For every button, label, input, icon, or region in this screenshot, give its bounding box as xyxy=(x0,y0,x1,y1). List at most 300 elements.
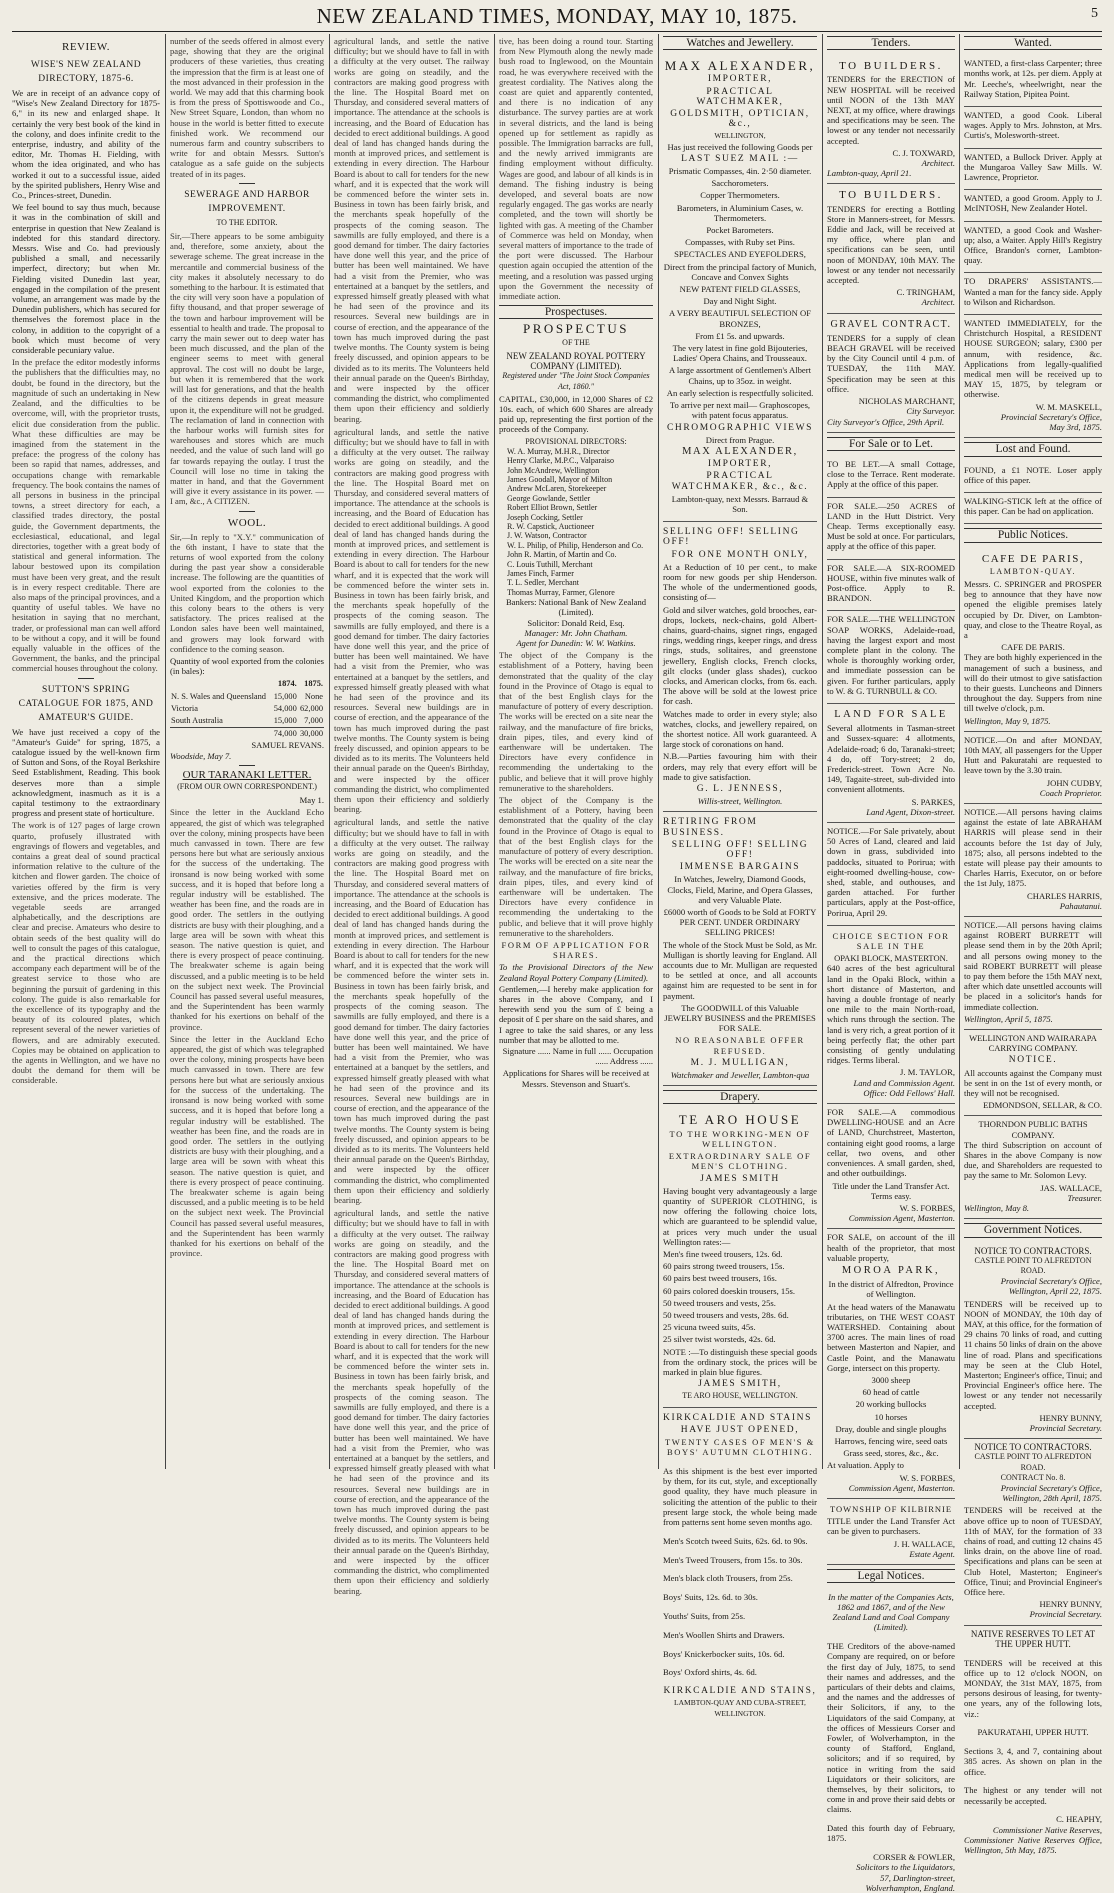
list-item: Men's Woollen Shirts and Drawers. xyxy=(663,1629,785,1640)
table-cell: 7,000 xyxy=(304,715,323,725)
ad-role: Land and Commission Agent. xyxy=(853,1077,955,1088)
list-item: 25 silver twist worsteds, 42s. 6d. xyxy=(663,1334,776,1345)
sutton-paragraph: We have just received a copy of the "Amateur's Guide" for spring, 1875, a catalogue issued by the well-known firm of Sutton and Sons, of the Royal Berkshire Seed Establishment, Reading. This book deserves more than a simple acknowledgment, inasmuch as it is a capital testimony to the extraordinary progress and present state of horticulture. xyxy=(12,726,160,819)
wool-table-caption: Quantity of wool exported from the colonies (in bales): xyxy=(170,655,324,677)
ad-signature: G. L. JENNESS, xyxy=(696,784,784,794)
kirkcaldie-ad xyxy=(663,1408,817,1719)
ad-subheading: EXTRAORDINARY SALE OF MEN'S CLOTHING. xyxy=(668,1151,812,1172)
taranaki-continued: agricultural lands, and settle the native difficulty; but we should have to fall in with a difficulty at the very outset. The railway works are going on steadily, and the contractors are making good progress with the line. The Hospital Board met on Thursday, and considered several matters of importance. The attendance at the schools is increasing, and the Board of Education has decided to erect additional buildings. A good deal of land has changed hands during the month at improved prices, and settlement is extending in every direction. The Harbour Board is about to call for tenders for the new wharf, and it is expected that the work will be commenced before the winter sets in. Business in town has been fairly brisk, and the merchants speak hopefully of the prospects of the coming season. The sawmills are fully employed, and there is a good demand for timber. The dairy factories have done well this year, and the price of butter has been well maintained. We have had a visit from the Premier, who was entertained at a banquet by the settlers, and expressed himself greatly pleased with what he had seen of the province and its resources. Several new buildings are in course of erection, and the appearance of the town has much improved during the past twelve months. The County system is being freely discussed, and opinion appears to be divided as to its merits. The Volunteers held their annual parade on the Queen's Birthday, and were inspected by the officer commanding the district, who complimented them upon their efficiency and soldierly bearing. xyxy=(334,36,489,424)
jenness-ad xyxy=(663,522,817,812)
taranaki-heading: OUR TARANAKI LETTER. xyxy=(182,768,312,781)
form-to: To the Provisional Directors of the New Zealand Royal Pottery Company (Limited). xyxy=(499,962,653,983)
gov-notice-native-reserves xyxy=(964,1626,1102,1856)
ad-heading: KIRKCALDIE AND STAINS xyxy=(663,1412,812,1423)
ad-body: NOTICE.—On and after MONDAY, 10th MAY, all passengers for the Upper Hutt and Pakuratahi are requested to leave town by the 3.30 train. xyxy=(964,734,1102,776)
ad-date: Dated this fourth day of February, 1875. xyxy=(827,1823,955,1844)
ad-signature: JAS. WALLACE, xyxy=(1040,1182,1102,1193)
ad-note: Title under the Land Transfer Act. Terms easy. xyxy=(832,1180,950,1201)
ad-trade: PRACTICAL WATCHMAKER, xyxy=(696,86,784,107)
ad-signature: HENRY BUNNY, xyxy=(1039,1599,1102,1610)
ad-location: In the district of Alfredton, Province of Wellington. xyxy=(828,1279,954,1300)
ad-signature: CORSER & FOWLER, xyxy=(873,1852,955,1863)
ad-body: The whole of the Stock Must be Sold, as Mr. Mulligan is shortly leaving for England. All accounts due to Mr. Mulligan are requested to be settled at once, and all accounts against him are requested to be sent in for payment. xyxy=(663,939,817,1001)
page-number: 5 xyxy=(1091,6,1098,21)
ad-body: All accounts against the Company must be sent in on the 1st of every month, or they will not be recognised. xyxy=(964,1067,1102,1099)
ad-office: Provincial Secretary's Office, Wellington, 28th April, 1875. xyxy=(1000,1482,1102,1504)
ad-name: CAFE DE PARIS. xyxy=(1001,642,1065,653)
wanted-groom xyxy=(964,190,1102,221)
ad-note: Watches made to order in every style; also watches, clocks, and jewellery repaired, on the shortest notice. All work guaranteed. A large stock of coronations on hand. xyxy=(663,708,817,750)
newspaper-title: NEW ZEALAND TIMES, MONDAY, MAY 10, 1875. xyxy=(316,4,798,28)
list-item: Men's Tweed Trousers, from 15s. to 30s. xyxy=(663,1554,803,1565)
ad-body: At the head waters of the Manawatu tributaries, on THE WEST COAST WATERSHED. Containing about 3700 acres. The main lines of road between Masterton and Napier, and Castle Point, and the Manawatu Gorge, intersect on this property. xyxy=(827,1301,955,1373)
ad-body: TO DRAPERS' ASSISTANTS.—Wanted a man for the fancy side. Apply to Wilson and Richardson. xyxy=(964,276,1102,307)
sale-masterton-house xyxy=(827,1104,955,1229)
section-header-legal: Legal Notices. xyxy=(827,1569,955,1583)
ad-body: They are both highly experienced in the management of such a business, and will do their utmost to give satisfaction to their guests. Luncheons and Dinners throughout the day. Suppers from nine till twelve o'clock, p.m. xyxy=(964,652,1102,714)
wool-table-header: 1874. xyxy=(277,679,297,689)
ad-heading: NOTICE TO CONTRACTORS. xyxy=(974,1442,1092,1453)
ad-signature: C. J. TOXWARD, xyxy=(892,147,955,158)
ad-chromo: CHROMOGRAPHIC VIEWS xyxy=(666,422,814,433)
sale-land-allotments xyxy=(827,704,955,823)
ad-name: MAX ALEXANDER, xyxy=(664,58,816,74)
wool-signature: SAMUEL REVANS. xyxy=(251,740,324,751)
list-item: Andrew McLaren, Storekeeper xyxy=(507,484,607,494)
ad-date: Wellington, May 9, 1875. xyxy=(964,715,1051,726)
ad-heading: TE ARO HOUSE xyxy=(678,1112,802,1128)
review-paragraph: In the preface the editor modestly informs the publishers that the difficulties may, no doubt, be found in the directory, but the magnitude of such an undertaking in New Zealand, and the difficulties to be overcome, will, with the proprietor trusts, elicit due consideration from the public. What these difficulties are may be imagined from the statement in the preface: the progress of the colony has been so rapid that names, addresses, and occupations change with remarkable frequency. The book contains the names of all persons in business in the principal towns, a street directory for each, a classified trades directory, the postal guide, the Government departments, the ecclesiastical, educational, and legal directories, together with a great body of statistical and general information. The labour bestowed upon its compilation must have been very great, and the result is in every respect creditable. There are also maps of the principal provinces, and a quantity of useful tables. We have no hesitation in saying that no merchant, trader, or professional man can well afford to be without a copy, and it will be found equally valuable in the offices of the Government, the banks, and the principal commercial houses throughout the colony. xyxy=(12,357,160,674)
taranaki-continued: agricultural lands, and settle the native difficulty; but we should have to fall in with a difficulty at the very outset. The railway works are going on steadily, and the contractors are making good progress with the line. The Hospital Board met on Thursday, and considered several matters of importance. The attendance at the schools is increasing, and the Board of Education has decided to erect additional buildings. A good deal of land has changed hands during the month at improved prices, and settlement is extending in every direction. The Harbour Board is about to call for tenders for the new wharf, and it is expected that the work will be commenced before the winter sets in. Business in town has been fairly brisk, and the merchants speak hopefully of the prospects of the coming season. The sawmills are fully employed, and there is a good demand for timber. The dairy factories have done well this year, and the price of butter has been well maintained. We have had a visit from the Premier, who was entertained at a banquet by the settlers, and expressed himself greatly pleased with what he had seen of the province and its resources. Several new buildings are in course of erection, and the appearance of the town has much improved during the past twelve months. The County system is being freely discussed, and opinion appears to be divided as to its merits. The Volunteers held their annual parade on the Queen's Birthday, and were inspected by the officer commanding the district, who complimented them upon their efficiency and soldierly bearing. xyxy=(334,817,489,1205)
section-header-government-notices: Government Notices. xyxy=(964,1223,1102,1237)
ad-body: NOTICE.—For Sale privately, about 50 Acres of Land, cleared and laid down in grass, subdivided into paddocks, situated to Porirua; with eight-roomed dwelling-house, cow-shed, stable, and outhouses, and garden attached. For further particulars, apply at the Post-office, Porirua, April 29. xyxy=(827,826,955,918)
ad-signature: W. S. FORBES, xyxy=(899,1472,955,1483)
wool-dateline: Woodside, May 7. xyxy=(170,750,232,761)
section-header-lost-found: Lost and Found. xyxy=(964,442,1102,456)
ad-body: Has just received the following Goods per xyxy=(667,141,813,152)
ad-role: Treasurer. xyxy=(1067,1192,1102,1203)
list-item: Boys' Oxford shirts, 4s. 6d. xyxy=(663,1667,757,1678)
ad-importer: IMPORTER, xyxy=(707,459,773,470)
form-title: FORM OF APPLICATION FOR SHARES. xyxy=(501,939,651,961)
ad-body: NOTICE.—All persons having claims against the estate of late ABRAHAM HARRIS will please send in their accounts before the 1st day of July, 1875; also, all persons indebted to the estate will please pay their amounts to Charles Harris, Executor, on or before the 1st July, 1875. xyxy=(964,806,1102,889)
masthead-rule xyxy=(12,31,1102,32)
column-2 xyxy=(170,36,324,1468)
list-item: Pocket Barometers. xyxy=(706,225,774,236)
ad-body: WANTED, a good Cook and Washer-up; also, a Waiter. Apply Hill's Registry Office, Brandon's corner, Lambton-quay. xyxy=(964,224,1102,266)
table-cell xyxy=(170,728,272,741)
ad-trade: GOLDSMITH, OPTICIAN, &c., xyxy=(670,109,810,130)
section-header-watches: Watches and Jewellery. xyxy=(663,36,817,50)
review-title: WISE'S NEW ZEALAND DIRECTORY, 1875-6. xyxy=(30,60,142,84)
ad-body: As this shipment is the best ever imported by them, for its cut, style, and exceptionally good quality, they have much pleasure in soliciting the attention of the public to their present large stock, the whole being made from patterns sent home seven months ago. xyxy=(663,1465,817,1527)
ad-role: Provincial Secretary. xyxy=(1029,1609,1102,1620)
list-item: Boys' Knickerbocker suits, 10s. 6d. xyxy=(663,1648,785,1659)
ad-note: NOTE :—To distinguish these special goods from the ordinary stock, the prices will be marked in plain blue figures. xyxy=(663,1346,817,1377)
ad-role: Provincial Secretary. xyxy=(1029,1422,1102,1433)
list-item: 60 pairs strong tweed trousers, 15s. xyxy=(663,1261,785,1272)
column-rule xyxy=(822,34,823,1469)
list-item: NEW PATENT FIELD GLASSES, xyxy=(679,284,801,295)
table-cell: 30,000 xyxy=(299,729,323,739)
ad-body: Having bought very advantageously a large quantity of SUPERIOR CLOTHING, is now offering the following choice lots, which are guaranteed to be splendid value, at prices very much under the usual Wellington rates:— xyxy=(663,1185,817,1247)
ad-office: Provincial Secretary's Office, Wellington, April 22, 1875. xyxy=(1000,1276,1102,1297)
ad-body: WANTED IMMEDIATELY, for the Christchurch Hospital, a RESIDENT HOUSE SURGEON; salary, £300 per annum, with residence, &c. Applications from legally-qualified medical men will be received up to MAY 15, 1875, by telegram or otherwise. xyxy=(964,318,1102,400)
review-paragraph: We feel bound to say thus much, because it was in the combination of skill and enterprise in question that New Zealand is indebted for this standard directory. Messrs. Wise and Co. had previously published a small, and necessarily imperfect, directory; but when Mr. Fielding visited Dunedin last year, engaged in the compilation of the present volume, an arrangement was made by the Dunedin publishers, which has secured for themselves the foremost place in the colony, in addition to the copyright of a book which must become of very considerable pecuniary value. xyxy=(12,202,160,356)
ad-body: The third Subscription on account of Shares in the above Company is now due, and Shareholders are requested to pay the same to Mr. Solomon Levy. xyxy=(964,1139,1102,1181)
list-item: Youths' Suits, from 25s. xyxy=(663,1610,746,1621)
sale-kilbirnie xyxy=(827,1499,955,1565)
ad-location: Lambton-quay, next Messrs. Barraud & Son. xyxy=(671,493,809,514)
prospectus-solicitor: Solicitor: Donald Reid, Esq. xyxy=(527,617,625,628)
sale-hutt-land xyxy=(827,498,955,560)
sewerage-heading: SEWERAGE AND HARBOR IMPROVEMENT. xyxy=(184,189,310,214)
ad-heading: WELLINGTON AND WAIRARAPA CARRYING COMPANY. xyxy=(969,1033,1097,1054)
ad-date: Wellington, May 8. xyxy=(964,1203,1030,1214)
ad-signature: NICHOLAS MARCHANT, xyxy=(858,396,955,407)
review-heading: REVIEW. xyxy=(61,41,110,53)
ad-signature: W. S. FORBES, xyxy=(899,1202,955,1213)
wool-table-header: 1875. xyxy=(304,679,323,689)
list-item: Thomas Murray, Farmer, Glenore xyxy=(507,587,615,597)
divider xyxy=(239,765,255,766)
ad-body: TENDERS will be received at this office up to 12 o'clock NOON, on MONDAY, the 31st MAY, 1875, from persons desirous of leasing, for twenty-one years, any of the following lots, viz.: xyxy=(964,1657,1102,1719)
notice-burrett xyxy=(964,917,1102,1030)
ad-heading: CHOICE SECTION FOR SALE IN THE xyxy=(832,930,950,952)
ad-name: MAX ALEXANDER, xyxy=(682,445,798,457)
ad-heading: NOTICE TO CONTRACTORS. xyxy=(974,1245,1092,1256)
notice-upper-hutt xyxy=(964,732,1102,804)
ad-note: N.B.—Parties favouring him with their orders, may rely that every effort will be made to give satisfaction. xyxy=(663,751,817,782)
list-item: Grass seed, stores, &c., &c. xyxy=(843,1448,939,1459)
prospectus-directors xyxy=(499,447,653,598)
ad-role: Solicitors to the Liquidators, xyxy=(856,1862,955,1873)
ad-address: Commissioner Native Reserves Office, Wellington, 5th May, 1875. xyxy=(964,1834,1102,1856)
ad-body: WALKING-STICK left at the office of this paper. Can be had on application. xyxy=(964,495,1102,517)
table-cell: Victoria xyxy=(171,703,198,713)
ad-signature: J. M. TAYLOR, xyxy=(900,1067,955,1078)
ad-body: WANTED, a first-class Carpenter; three months work, at 12s. per diem. Apply at Mr. Leeche's, wheelwright, near the Railway Station, Pipitea Point. xyxy=(964,58,1102,99)
ad-heading: GRAVEL CONTRACT. xyxy=(830,318,952,330)
prospectus-directors-heading: PROVISIONAL DIRECTORS: xyxy=(525,436,627,446)
ad-body: 640 acres of the best agricultural land in the Opaki Block, within a short distance of Masterton, and having a double frontage of nearly one mile to the main North-road, which runs through the section. The land is very rich, a great portion of it being perfectly flat; the other part consisting of gently undulating ridges. Terms liberal. xyxy=(827,963,955,1066)
prospectus-body: The object of the Company is the establishment of a Pottery, having been demonstrated that the quality of the clay found in the Province of Otago is equal to that of the best English clays for the manufacture of pottery of every description. The works will be erected on a site near the railway, and the manufacture of fire bricks, drain pipes, tiles, and every kind of earthenware will be undertaken. The Directors have every confidence in recommending the undertaking to the public, and believe that it will prove highly remunerative to the shareholders. xyxy=(499,650,653,793)
taranaki-continued: tive, has been doing a round tour. Starting from New Plymouth along the newly made bush road to Inglewood, on the Mountain road, he was everywhere received with the greatest cordiality. The Natives along the coast are quiet and apparently contented, and there is no indication of any disturbance. The survey parties are at work in several districts, and the land is being opened up for settlement as rapidly as possible. The Immigration barracks are full, and the newly arrived immigrants are finding employment without difficulty. Wages are good, and labour of all kinds is in demand. The fishing industry is being developed, and several boats are now regularly engaged. The gas works are nearly completed, and the town will shortly be lighted with gas. A meeting of the Chamber of Commerce was held on Monday, when several matters of importance to the trade of the port were discussed. The Harbour question again occupied the attention of the meeting, and a resolution was passed urging upon the Government the necessity of immediate action. xyxy=(499,36,653,302)
table-cell: 15,000 xyxy=(273,691,297,701)
wanted-cook-waiter xyxy=(964,222,1102,274)
section-header-tenders: Tenders. xyxy=(827,36,955,50)
list-item: 50 tweed trousers and vests, 28s. 6d. xyxy=(663,1309,789,1320)
sewerage-letter: Sir,—There appears to be some ambiguity and, therefore, some anxiety, about the sewerage scheme. The great increase in the mercantile and commercial business of the city makes it absolutely necessary to do something to the harbour. It is estimated that the city will very soon have a population of fifty thousand, and that proper sewerage of the town and harbour improvement will be essential to health and trade. The proposal to carry the main sewer out to deep water has been much discussed, and the plan of the engineer seems to meet with general approval. The cost will no doubt be large, but when it is remembered that the work will last for generations, and that the health of the citizens depends in great measure upon it, the expenditure will not be grudged. The reclamation of land in connection with the harbour works will furnish sites for warehouses and stores which are much needed, and the value of such land will go far towards repaying the outlay. I trust the Council will lose no time in taking the matter in hand, and that the Government will give it every assistance in its power. — I am, &c., A CITIZEN. xyxy=(170,231,324,507)
ad-date: May 3rd, 1875. xyxy=(1049,422,1102,433)
ad-body: At valuation. Apply to xyxy=(827,1460,904,1471)
list-item: To arrive per next mail— Graphoscopes, with patent focus apparatus. xyxy=(669,400,811,421)
ad-body: Messrs. C. SPRINGER and PROSPER beg to announce that they have now opened the eligible premises lately occupied by Dr. Diver, on Lambton-quay, and close to the Theatre Royal, as a xyxy=(964,578,1102,640)
table-row xyxy=(170,728,324,741)
sale-house xyxy=(827,560,955,612)
wool-letter: Sir,—In reply to "X.Y." communication of the 6th instant, I have to state that the returns of wool exported from the colony during the past year show a considerable increase. The following are the quantities of wool exported from the colonies to the United Kingdom, and the proportion which this colony bears to the others is very satisfactory. The prices realised at the London sales have been well maintained, and growers may look forward with confidence to the coming season. xyxy=(170,531,324,654)
ad-no-offer: NO REASONABLE OFFER REFUSED. xyxy=(675,1035,805,1056)
list-item: James Finch, Farmer xyxy=(507,569,574,578)
prospectus-of: OF THE xyxy=(562,337,590,347)
table-row xyxy=(170,691,324,703)
wool-heading: WOOL. xyxy=(227,516,267,529)
ad-body: TENDERS for erecting a Bottling Store in Manners-street, for Messrs. Eddie and Jack, will be received at my office, where plan and specifications can be seen, until noon of MONDAY, 10th MAY. The lowest or any tender not necessarily accepted. xyxy=(827,203,955,286)
ad-role: Architect. xyxy=(921,297,955,308)
found-walking-stick xyxy=(964,493,1102,524)
ad-heading: RETIRING FROM BUSINESS. xyxy=(663,817,758,838)
list-item: 25 vicuna tweed suits, 45s. xyxy=(663,1322,756,1333)
column-rule xyxy=(658,34,659,1469)
ad-name: MOROA PARK, xyxy=(841,1264,941,1276)
ad-body: TENDERS for a supply of clean BEACH GRAVEL will be received by the City Council until 4 p.m. of TUESDAY, the 11th MAY. Specification may be seen at this office. xyxy=(827,332,955,394)
ad-trade: PRACTICAL WATCHMAKER, &c., &c. xyxy=(671,471,809,492)
column-6 xyxy=(827,36,955,1893)
list-item: Harrows, fencing wire, seed oats xyxy=(834,1435,948,1446)
wanted-drapers-assistant xyxy=(964,273,1102,315)
prospectus-title: PROSPECTUS xyxy=(523,321,629,337)
sutton-paragraph: The work is of 127 pages of large crown quarto, profusely illustrated with engravings of flowers and vegetables, and contains a great deal of sound practical information relative to the culture of the kitchen and flower garden. The choice of varieties offered by the firm is very extensive, and the prices moderate. The vegetable seeds are arranged alphabetically, and the descriptions are clear and precise. Amateurs who desire to obtain seeds of the best quality will do well to consult the pages of this catalogue, and the practical directions which accompany each department will be of the greatest service to those who are beginning the pursuit of gardening in this colony. The guide is also remarkable for the excellence of its typography and the beauty of its coloured plates, which represent several of the newer varieties of flowers, and are admirably executed. Copies may be obtained on application to the agents in Wellington, and we have no doubt the demand for them will be considerable. xyxy=(12,820,160,1086)
masthead xyxy=(0,2,1114,30)
taranaki-subheading: (FROM OUR OWN CORRESPONDENT.) xyxy=(177,782,317,791)
form-signature: Signature ...... Name in full ...... Occupation ...... Address ...... xyxy=(502,1045,653,1067)
table-cell: 54,000 xyxy=(273,703,297,713)
ad-signature: J. H. WALLACE, xyxy=(893,1538,955,1549)
ad-heading: SELLING OFF! SELLING OFF! xyxy=(663,527,800,548)
wanted-house-surgeon xyxy=(964,315,1102,438)
list-item: J. W. Watson, Contractor xyxy=(507,531,587,541)
divider xyxy=(239,183,255,184)
ad-body: WANTED, a good Cook. Liberal wages. Apply to Mrs. Johnston, at Mrs. Curtis's, Molesworth-street. xyxy=(964,110,1102,141)
max-alexander-ad xyxy=(663,55,817,522)
ad-date: City Surveyor's Office, 29th April. xyxy=(827,416,945,427)
ad-body: FOR SALE.—250 ACRES of LAND in the Hutt District. Very Cheap. Terms exceptionally easy. Must be sold at once. For particulars, apply at the office of this paper. xyxy=(827,500,955,552)
ad-signature: W. M. MASKELL, xyxy=(1035,401,1102,412)
sutton-heading: SUTTON'S SPRING CATALOGUE FOR 1875, AND AMATEUR'S GUIDE. xyxy=(18,684,154,723)
ad-name: JAMES SMITH xyxy=(700,1173,780,1184)
ad-chromo-source: Direct from Prague. xyxy=(705,434,775,445)
ad-signature: C. HEAPHY, xyxy=(1056,1814,1102,1825)
list-item: Dray, double and single ploughs xyxy=(835,1423,947,1434)
list-item: Day and Night Sight. xyxy=(703,296,777,307)
form-footer: Applications for Shares will be received at Messrs. Stevenson and Stuart's. xyxy=(502,1068,650,1089)
list-item: John R. Martin, of Martin and Co. xyxy=(507,550,617,560)
list-item: W. A. Murray, M.H.R., Director xyxy=(507,446,610,456)
ad-heading: CAFE DE PARIS, xyxy=(981,552,1085,565)
ad-body: FOR SALE, on account of the ill health of the proprietor, that most valuable property, xyxy=(827,1232,955,1263)
taranaki-continued: agricultural lands, and settle the native difficulty; but we should have to fall in with a difficulty at the very outset. The railway works are going on steadily, and the contractors are making good progress with the line. The Hospital Board met on Thursday, and considered several matters of importance. The attendance at the schools is increasing, and the Board of Education has decided to erect additional buildings. A good deal of land has changed hands during the month at improved prices, and settlement is extending in every direction. The Harbour Board is about to call for tenders for the new wharf, and it is expected that the work will be commenced before the winter sets in. Business in town has been fairly brisk, and the merchants speak hopefully of the prospects of the coming season. The sawmills are fully employed, and there is a good demand for timber. The dairy factories have done well this year, and the price of butter has been well maintained. We have had a visit from the Premier, who was entertained at a banquet by the settlers, and expressed himself greatly pleased with what he had seen of the province and its resources. Several new buildings are in course of erection, and the appearance of the town has much improved during the past twelve months. The County system is being freely discussed, and opinion appears to be divided as to its merits. The Volunteers held their annual parade on the Queen's Birthday, and were inspected by the officer commanding the district, who complimented them upon their efficiency and soldierly bearing. xyxy=(334,1208,489,1596)
ad-role: Architect. xyxy=(921,158,955,169)
list-item: SPECTACLES AND EYEFOLDERS, xyxy=(674,249,806,260)
sale-soap-works xyxy=(827,611,955,704)
ad-role: Commissioner Native Reserves, xyxy=(992,1824,1102,1835)
ad-note: The highest or any tender will not necessarily be accepted. xyxy=(964,1785,1102,1806)
list-item: 10 horses xyxy=(874,1411,908,1422)
list-item: Robert Elliot Brown, Settler xyxy=(507,503,598,513)
wool-table xyxy=(170,678,324,740)
ad-body: In the matter of the Companies Acts, 1862 and 1867, and of the New Zealand Land and Coal Company (Limited). xyxy=(828,1591,954,1633)
list-item: George Gowlande, Settler xyxy=(507,493,591,503)
ad-signature: M. J. MULLIGAN, xyxy=(690,1057,790,1068)
section-header-for-sale: For Sale or to Let. xyxy=(827,437,955,451)
ad-body: THE Creditors of the above-named Company are required, on or before the first day of July, 1875, to send their names and addresses, and the particulars of their debts and claims, and the names and the addresses of their Solicitors, if any, to the Liquidators of the said Company, at the offices of Messieurs Corser and Fowler, of Wolverhampton, in the county of Stafford, England, solicitors; and if so required, by notice in writing from the said Liquidators or their solicitors, are themselves, by their solicitors, to come in and prove their said debts or claims. xyxy=(827,1641,955,1815)
ad-address: 57, Darlington-street, Wolverhampton, England. xyxy=(865,1872,955,1893)
list-item: A large assortment of Gentlemen's Albert Chains, up to 35oz. in weight. xyxy=(669,365,811,386)
divider xyxy=(239,511,255,512)
tender-gravel xyxy=(827,314,955,433)
taranaki-continued: agricultural lands, and settle the native difficulty; but we should have to fall in with a difficulty at the very outset. The railway works are going on steadily, and the contractors are making good progress with the line. The Hospital Board met on Thursday, and considered several matters of importance. The attendance at the schools is increasing, and the Board of Education has decided to erect additional buildings. A good deal of land has changed hands during the month at improved prices, and settlement is extending in every direction. The Harbour Board is about to call for tenders for the new wharf, and it is expected that the work will be commenced before the winter sets in. Business in town has been fairly brisk, and the merchants speak hopefully of the prospects of the coming season. The sawmills are fully employed, and there is a good demand for timber. The dairy factories have done well this year, and the price of butter has been well maintained. We have had a visit from the Premier, who was entertained at a banquet by the settlers, and expressed himself greatly pleased with what he had seen of the province and its resources. Several new buildings are in course of erection, and the appearance of the town has much improved during the past twelve months. The County system is being freely discussed, and opinion appears to be divided as to its merits. The Volunteers held their annual parade on the Queen's Birthday, and were inspected by the officer commanding the district, who complimented them upon their efficiency and soldierly bearing. xyxy=(334,426,489,815)
column-1 xyxy=(12,36,160,1468)
ad-items: Gold and silver watches, gold brooches, ear-drops, lockets, neck-chains, gold Albert-chains, guard-chains, signet rings, engaged rings, wedding rings, keeper rings, and dress rings, studs, solitaires, and greenstone jewellery, English clocks, French clocks, gilt clocks (under glass shades), cuckoo clocks, and American clocks, from 6s. each. The above will be sold at the lowest price for cash. xyxy=(663,604,817,707)
ad-role: Provincial Secretary's Office, xyxy=(1000,411,1102,422)
gov-notice-contractors-2 xyxy=(964,1439,1102,1625)
taranaki-letter: Since the letter in the Auckland Echo appeared, the gist of which was telegraphed over the colony, mining prospects have been much canvassed in town. There are few persons here but what are seriously anxious for the success of the undertaking. The ironsand is now being worked with some success, and it is hoped that before long a regular industry will be established. The weather has been fine, and the roads are in good order. The settlers in the outlying districts are busy with their ploughing, and a large area will be sown with wheat this season. The native question is quiet, and there is every prospect of peace continuing. The breakwater scheme is again being discussed, and a public meeting is to be held on the subject next week. The Provincial Council has passed several useful measures, and the Superintendent has been warmly thanked for his exertions on behalf of the province. xyxy=(170,1033,324,1259)
ad-subheading: TWENTY CASES OF MEN'S & BOYS' AUTUMN CLOTHING. xyxy=(665,1436,815,1458)
list-item: An early selection is respectfully solicited. xyxy=(666,387,814,398)
list-item: 60 pairs colored doeskin trousers, 15s. xyxy=(663,1285,795,1296)
ad-heading: NATIVE RESERVES TO LET AT THE UPPER HUTT. xyxy=(970,1628,1096,1649)
ad-body: Sections 3, 4, and 7, containing about 385 acres. As shown on plan in the office. xyxy=(964,1746,1102,1777)
table-row xyxy=(170,715,324,728)
sale-moroa-park xyxy=(827,1229,955,1499)
ad-role: Commission Agent, Masterton. xyxy=(848,1213,955,1224)
column-rule xyxy=(494,34,495,1469)
ad-subheading: NOTICE. xyxy=(1008,1055,1058,1066)
notice-thorndon-baths xyxy=(964,1116,1102,1219)
table-row xyxy=(170,703,324,715)
ad-signature: KIRKCALDIE AND STAINS, xyxy=(663,1686,817,1697)
ad-heading: LAND FOR SALE xyxy=(834,708,948,720)
wanted-cook xyxy=(964,107,1102,149)
ad-date: Wellington, April 5, 1875. xyxy=(964,1013,1053,1024)
table-cell: N. S. Wales and Queensland xyxy=(171,691,266,701)
cafe-de-paris-ad xyxy=(964,548,1102,732)
ad-body: TITLE under the Land Transfer Act can be given to purchasers. xyxy=(827,1516,955,1537)
list-item: 60 pairs best tweed trousers, 16s. xyxy=(663,1273,777,1284)
list-item: W. L. Philip, of Philip, Henderson and Co. xyxy=(507,540,644,550)
found-note xyxy=(964,462,1102,493)
legal-notice xyxy=(827,1592,955,1893)
ad-body: Several allotments in Tasman-street and Sussex-square: 4 allotments, Adelaide-road; 6 do, Taranaki-street; 4 do, off Tory-street; 2 do, Frederick-street. Town Acre No. 149, Tagaite-street, sub-divided into convenient allotments. xyxy=(827,723,955,795)
section-header-wanted: Wanted. xyxy=(964,36,1102,50)
ad-heading: TO BUILDERS. xyxy=(839,60,943,73)
ad-signature: JOHN CUDBY, xyxy=(1046,777,1102,788)
ad-heading: TOWNSHIP OF KILBIRNIE xyxy=(829,1503,953,1514)
ad-role: Commission Agent, Masterton. xyxy=(848,1482,955,1493)
list-item: Copper Thermometers. xyxy=(700,190,780,201)
column-5 xyxy=(663,36,817,1718)
wanted-carpenter xyxy=(964,55,1102,107)
divider xyxy=(78,678,94,679)
ad-body: TO BE LET.—A small Cottage, close to the Terrace. Rent moderate. Apply at the office of this paper. xyxy=(827,458,955,490)
taranaki-letter: Since the letter in the Auckland Echo appeared, the gist of which was telegraphed over the colony, mining prospects have been much canvassed in town. There are few persons here but what are seriously anxious for the success of the undertaking. The ironsand is now being worked with some success, and it is hoped that before long a regular industry will be established. The weather has been fine, and the roads are in good order. The settlers in the outlying districts are busy with their ploughing, and a large area will be sown with wheat this season. The native question is quiet, and there is every prospect of peace continuing. The breakwater scheme is again being discussed, and a public meeting is to be held on the subject next week. The Provincial Council has passed several useful measures, and the Superintendent has been warmly thanked for his exertions on behalf of the province. xyxy=(170,807,324,1032)
prospectus-body: The object of the Company is the establishment of a Pottery, having been demonstrated that the quality of the clay found in the Province of Otago is equal to that of the best English clays for the manufacture of pottery of every description. The works will be erected on a site near the railway, and the manufacture of fire bricks, drain pipes, tiles, and every kind of earthenware will be undertaken. The Directors have every confidence in recommending the undertaking to the public, and believe that it will prove highly remunerative to the shareholders. xyxy=(499,795,653,938)
ad-subheading: TO THE WORKING-MEN OF WELLINGTON. xyxy=(669,1128,811,1149)
list-item: Henry Clarke, M.P.C., Valparaiso xyxy=(507,456,614,466)
section-header-prospectuses: Prospectuses. xyxy=(499,305,653,319)
ad-address: Office: Odd Fellows' Hall. xyxy=(863,1087,955,1098)
list-item: T. L. Sedler, Merchant xyxy=(507,578,579,588)
section-header-public-notices: Public Notices. xyxy=(964,528,1102,542)
ad-subheading: LAMBTON-QUAY. xyxy=(989,566,1077,576)
ad-stock: £6000 worth of Goods to be Sold at FORTY PER CENT. UNDER ORDINARY SELLING PRICES! xyxy=(663,907,817,938)
gov-notice-contractors-1 xyxy=(964,1243,1102,1440)
table-cell: 15,000 xyxy=(273,715,297,725)
list-item: Direct from the principal factory of Munich, Concave and Convex Sights xyxy=(663,261,817,282)
ad-heading: THORNDON PUBLIC BATHS COMPANY. xyxy=(978,1119,1088,1140)
sale-cottage xyxy=(827,456,955,498)
table-cell: 74,000 xyxy=(273,729,297,739)
ad-address: TE ARO HOUSE, WELLINGTON. xyxy=(682,1391,798,1401)
ad-heading: TO BUILDERS. xyxy=(839,189,943,202)
ad-body: WANTED, a good Groom. Apply to J. McINTOSH, New Zealander Hotel. xyxy=(964,193,1102,214)
ad-role: Coach Proprietor. xyxy=(1039,787,1102,798)
ad-body: TENDERS for the ERECTION of NEW HOSPITAL will be received until NOON of the 13th MAY NEXT, at my office, where drawings and specifications may be seen. The lowest or any tender not necessarily accepted. xyxy=(827,74,955,146)
ad-date: Lambton-quay, April 21. xyxy=(827,168,912,179)
column-4 xyxy=(499,36,653,1468)
list-item: Boys' Suits, 12s. 6d. to 30s. xyxy=(663,1592,758,1603)
wanted-bullock-driver xyxy=(964,149,1102,191)
ad-address: Willis-street, Wellington. xyxy=(697,796,783,807)
ad-signature: EDMONDSON, SELLAR, & CO. xyxy=(983,1100,1102,1111)
ad-signature: C. TRINGHAM, xyxy=(896,287,955,298)
prospectus-manager: Manager: Mr. John Chatham. xyxy=(524,627,628,638)
table-cell: None xyxy=(304,691,323,701)
ad-subheading: OPAKI BLOCK, MASTERTON. xyxy=(834,953,948,964)
list-item: Sacchorometers. xyxy=(711,178,769,189)
list-item: Men's Scotch tweed Suits, 62s. 6d. to 90s. xyxy=(663,1535,808,1546)
list-item: Men's fine tweed trousers, 12s. 6d. xyxy=(663,1248,783,1259)
ad-subheading: CASTLE POINT TO ALFREDTON ROAD. xyxy=(974,1255,1092,1275)
ad-body: TENDERS will be received up to NOON of MONDAY, the 10th day of MAY, at this office, for the formation of 29 chains 70 links of road, and cutting 11 chains 50 links of drain on the above line of road. Plans and specifications may be seen at the Club Hotel, Masterton; Engineer's office, Tinui; and Provincial Engineer's office here. The lowest or any tender not necessarily accepted. xyxy=(964,1298,1102,1411)
review-paragraph: We are in receipt of an advance copy of "Wise's New Zealand Directory for 1875-6," in its new and enlarged shape. It certainly the very best book of the kind in the colony, and does infinite credit to the enterprise, industry, and ability of the editor, Mr. Thomas H. Fielding, with whom the idea originated, and who has worked it out to a successful issue, aided by the spirited publishers, Henry Wise and Co., Princes-street, Dunedin. xyxy=(12,88,160,201)
ad-location: WELLINGTON, xyxy=(714,131,766,141)
column-rule xyxy=(329,34,330,1469)
ad-signature: CHARLES HARRIS, xyxy=(1027,890,1102,901)
prospectus-agent: Agent for Dunedin: W. W. Watkins. xyxy=(516,638,636,649)
ad-bargains: IMMENSE BARGAINS xyxy=(679,862,801,873)
list-item: 3000 sheep xyxy=(871,1374,911,1385)
ad-body: FOUND, a £1 NOTE. Loser apply office of this paper. xyxy=(964,464,1102,485)
ad-body: In Watches, Jewelry, Diamond Goods, Clocks, Field, Marine, and Opera Glasses, and very Valuable Plate. xyxy=(667,874,813,905)
column-rule xyxy=(959,34,960,1469)
ad-subheading: CASTLE POINT TO ALFREDTON ROAD. xyxy=(974,1452,1092,1472)
prospectus-capital: CAPITAL, £30,000, in 12,000 Shares of £2 10s. each, of which 600 Shares are already paid up, representing the first portion of the proceeds of the Company. xyxy=(499,393,653,435)
list-item: A VERY BEAUTIFUL SELECTION OF BRONZES, xyxy=(669,308,811,329)
section-header-drapery: Drapery. xyxy=(663,1090,817,1104)
list-item: The very latest in fine gold Bijouteries, Ladies' Opera Chains, and Trousseaux. xyxy=(672,343,808,364)
wool-table-header xyxy=(170,678,272,690)
ad-body: WANTED, a Bullock Driver. Apply at the Mungaroa Valley Saw Mills. W. Lawrence, Proprietor. xyxy=(964,151,1102,183)
sutton-continued: number of the seeds offered in almost every page, showing that they are the original producers of these varieties, thus creating the impression that the firm is at least one of the most advanced in their profession in the world. We may add that this charming book is from the press of Spottiswoode and Co., New Street Square, London, than whom no house in the world is better fitted to execute finished work. We recommend our numerous farm and country subscribers to write for and obtain Messrs. Sutton's catalogue as a safe guide on the subjects treated of in its pages. xyxy=(170,36,324,179)
letter-to-editor: TO THE EDITOR. xyxy=(216,217,278,227)
table-cell: 62,000 xyxy=(299,703,323,713)
list-item: 50 tweed trousers and vests, 25s. xyxy=(663,1297,776,1308)
ad-goodwill: The GOODWILL of this Valuable JEWELRY BUSINESS and the PREMISES FOR SALE. xyxy=(664,1002,816,1034)
ad-contract-number: CONTRACT No. 8. xyxy=(1000,1472,1066,1482)
list-item: 60 head of cattle xyxy=(862,1387,920,1398)
list-item: C. Louis Tuthill, Merchant xyxy=(507,559,593,569)
table-cell: South Australia xyxy=(171,715,223,725)
ad-signature: JAMES SMITH, xyxy=(698,1379,782,1390)
tender-bottling-store xyxy=(827,184,955,313)
ad-importer: IMPORTER, xyxy=(707,74,773,85)
column-7 xyxy=(964,36,1102,1856)
ad-body: FOR SALE.—A SIX-ROOMED HOUSE, within five minutes walk of Post-office. Apply to R. BRANDON. xyxy=(827,562,955,604)
list-item: Prismatic Compasses, 4in. 2·50 diameter. xyxy=(668,166,812,177)
list-item: Joseph Cocking, Settler xyxy=(507,512,583,522)
sale-opaki-block xyxy=(827,926,955,1104)
